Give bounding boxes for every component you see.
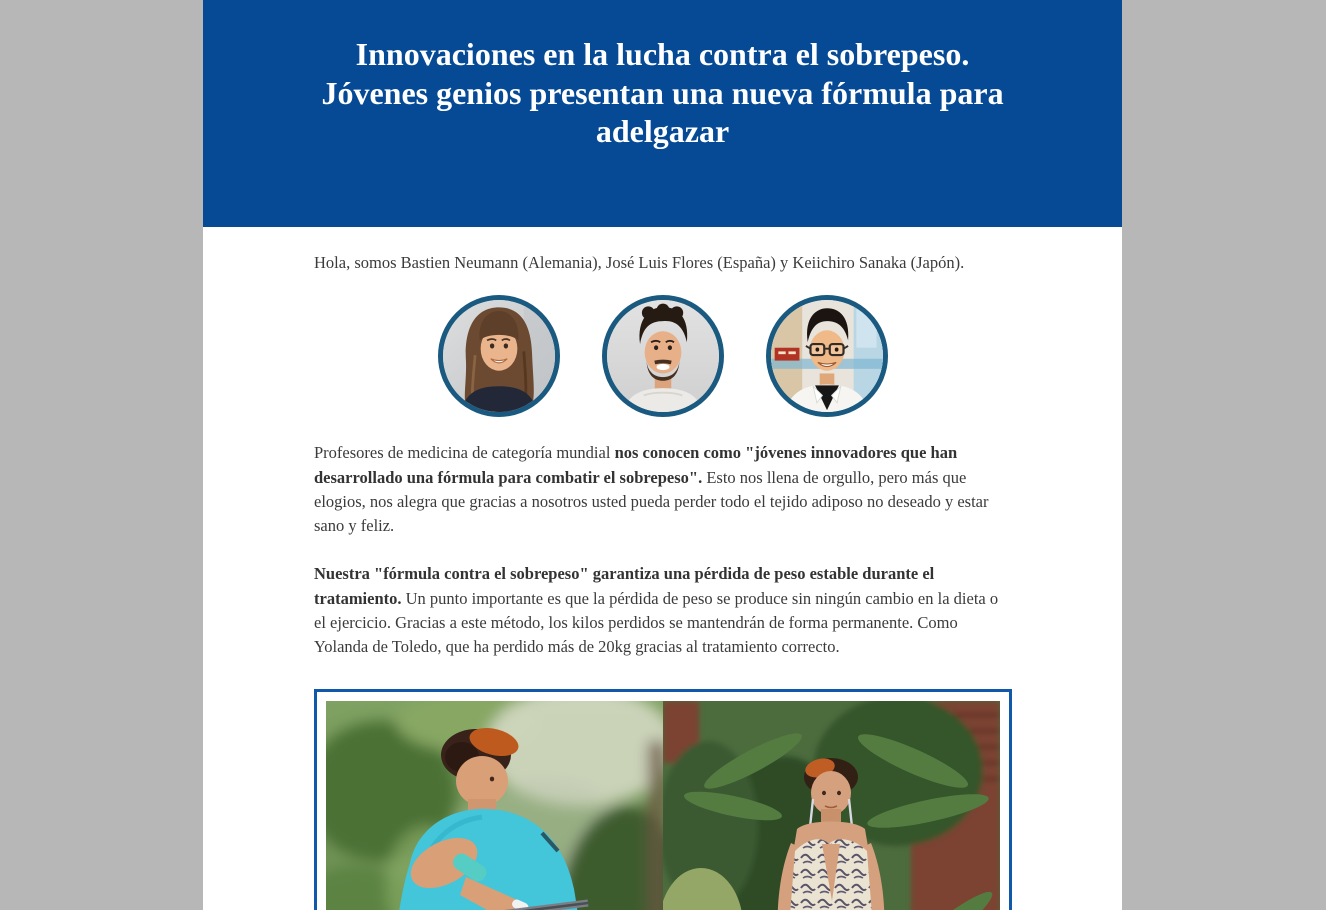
avatar-jose-luis-flores [602, 295, 724, 417]
man-portrait-illustration [607, 300, 719, 412]
page-title: adelgazar [595, 113, 730, 149]
paragraph: Profesores de medicina de categoría mundial nos conocen como "jóvenes innovadores que han desarrollado una fórmula para combatir el sobrepeso". Esto nos llena de orgullo, pero más que elogios, nos alegra que gracias a nosotros usted pueda perder todo el tejido adiposo no deseado y estar sano y feliz. [314, 443, 989, 536]
page-header [203, 0, 1122, 227]
article-page [203, 0, 1122, 910]
page-title: Innovaciones en la lucha contra el sobrepeso. [355, 36, 970, 72]
intro-text: Hola, somos Bastien Neumann (Alemania), José Luis Flores (España) y Keiichiro Sanaka (Japón). [314, 253, 965, 272]
paragraph: Nuestra "fórmula contra el sobrepeso" garantiza una pérdida de peso estable durante el tratamiento. Un punto importante es que la pérdida de peso se produce sin ningún cambio en la dieta o el ejercicio. Gracias a este método, los kilos perdidos se mantendrán de forma permanente. Como Yolanda de Toledo, que ha perdido más de 20kg gracias al tratamiento correcto. [314, 564, 999, 657]
before-after-image-frame [314, 689, 1012, 910]
before-photo-illustration [326, 701, 696, 910]
avatar-keiichiro-sanaka [766, 295, 888, 417]
man-glasses-labcoat-illustration [771, 300, 883, 412]
before-after-photo [326, 701, 1000, 910]
after-photo-illustration [657, 701, 1000, 910]
avatar-bastien-neumann [438, 295, 560, 417]
avatar-row [314, 295, 1011, 417]
article-content [314, 251, 1011, 910]
woman-portrait-illustration [443, 300, 555, 412]
page-title: Jóvenes genios presentan una nueva fórmula para [321, 74, 1004, 111]
